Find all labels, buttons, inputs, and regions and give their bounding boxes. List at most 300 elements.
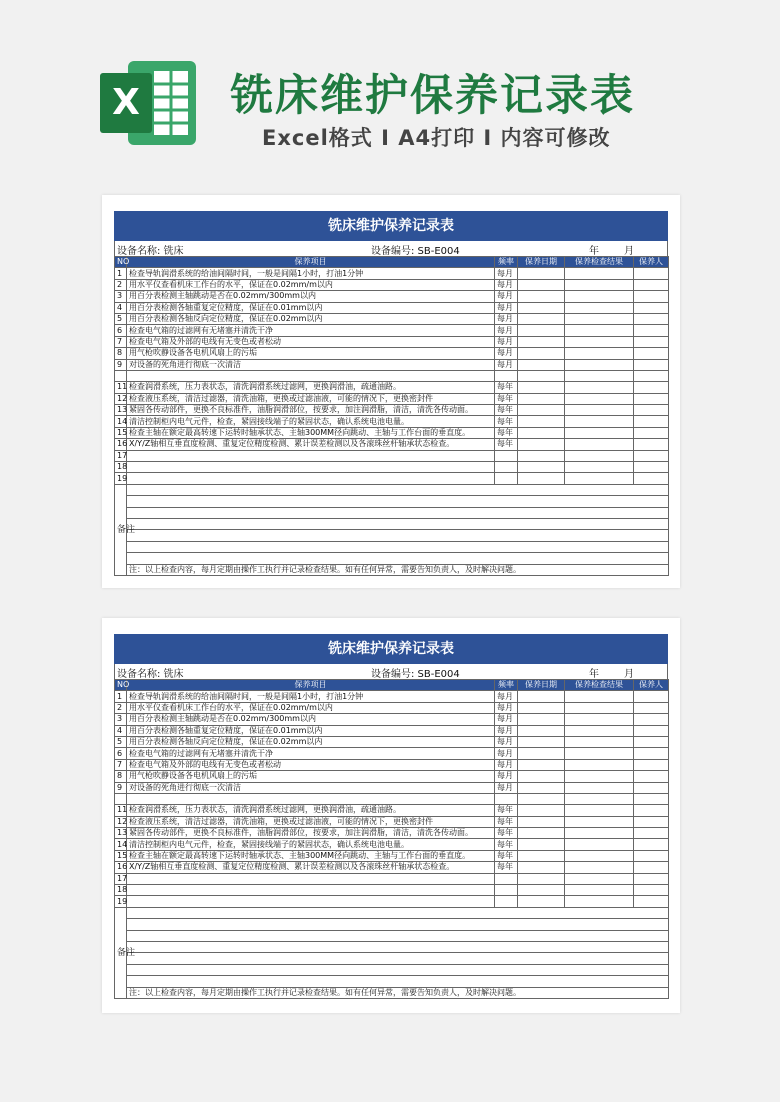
row-person-cell[interactable] — [634, 291, 669, 302]
row-result-cell[interactable] — [565, 725, 634, 736]
row-frequency: 每月 — [495, 725, 518, 736]
month-label: 月 — [624, 669, 634, 680]
row-date-cell[interactable] — [518, 862, 565, 873]
row-item: 用百分表检测各轴反向定位精度，保证在0.02mm以内 — [127, 313, 495, 324]
row-result-cell[interactable] — [565, 325, 634, 336]
remark-row — [115, 518, 669, 529]
col-header-no: NO — [115, 680, 127, 691]
row-person-cell[interactable] — [634, 382, 669, 393]
row-result-cell[interactable] — [565, 736, 634, 747]
row-frequency: 每月 — [495, 359, 518, 370]
row-result-cell[interactable] — [565, 359, 634, 370]
table-row — [115, 450, 669, 461]
row-date-cell[interactable] — [518, 839, 565, 850]
row-number: 17 — [115, 873, 127, 884]
row-person-cell[interactable] — [634, 736, 669, 747]
row-date-cell[interactable] — [518, 873, 565, 884]
row-number: 13 — [115, 405, 127, 416]
remark-line[interactable] — [127, 953, 669, 964]
row-result-cell[interactable] — [565, 839, 634, 850]
table-row — [115, 850, 669, 861]
row-frequency: 每年 — [495, 427, 518, 438]
row-result-cell[interactable] — [565, 828, 634, 839]
table-row — [115, 382, 669, 393]
remark-label: 备注 — [115, 907, 127, 998]
col-header-person: 保养人 — [634, 257, 669, 268]
row-item: 用百分表检测主轴跳动是否在0.02mm/300mm以内 — [127, 714, 495, 725]
row-date-cell[interactable] — [518, 759, 565, 770]
row-number: 8 — [115, 348, 127, 359]
row-frequency — [495, 873, 518, 884]
equipment-name: 设备名称: 铣床 — [117, 246, 184, 257]
table-row — [115, 279, 669, 290]
row-item: 用百分表检测各轴重复定位精度，保证在0.01mm以内 — [127, 302, 495, 313]
row-number: 5 — [115, 736, 127, 747]
row-person-cell[interactable] — [634, 279, 669, 290]
table-row — [115, 725, 669, 736]
row-result-cell[interactable] — [565, 279, 634, 290]
row-result-cell[interactable] — [565, 702, 634, 713]
remark-row — [115, 953, 669, 964]
row-item: 对设备的死角进行彻底一次清洁 — [127, 782, 495, 793]
row-person-cell[interactable] — [634, 302, 669, 313]
row-date-cell[interactable] — [518, 439, 565, 450]
table-row — [115, 462, 669, 473]
row-result-cell[interactable] — [565, 782, 634, 793]
row-item: 用水平仪查看机床工作台的水平，保证在0.02mm/m以内 — [127, 702, 495, 713]
row-person-cell[interactable] — [634, 370, 669, 381]
row-date-cell[interactable] — [518, 450, 565, 461]
remark-line[interactable] — [127, 496, 669, 507]
table-header-row — [115, 257, 669, 268]
row-person-cell[interactable] — [634, 885, 669, 896]
row-frequency: 每年 — [495, 862, 518, 873]
row-frequency — [495, 370, 518, 381]
table-row — [115, 302, 669, 313]
remark-row — [115, 976, 669, 987]
remark-line[interactable] — [127, 530, 669, 541]
row-date-cell[interactable] — [518, 268, 565, 279]
table-row — [115, 336, 669, 347]
row-item: 紧固各传动部件，更换不良标准件，油脂润滑部位，按要求，加注润滑脂，清洁，清洗各传动面。 — [127, 828, 495, 839]
row-result-cell[interactable] — [565, 462, 634, 473]
remark-line[interactable] — [127, 976, 669, 987]
row-date-cell[interactable] — [518, 793, 565, 804]
row-date-cell[interactable] — [518, 725, 565, 736]
form-sheet-2 — [102, 618, 680, 1013]
remark-line[interactable] — [127, 941, 669, 952]
row-result-cell[interactable] — [565, 439, 634, 450]
table-row — [115, 702, 669, 713]
row-number: 6 — [115, 748, 127, 759]
row-result-cell[interactable] — [565, 885, 634, 896]
row-result-cell[interactable] — [565, 416, 634, 427]
row-number: 7 — [115, 759, 127, 770]
row-date-cell[interactable] — [518, 393, 565, 404]
table-row — [115, 873, 669, 884]
row-date-cell[interactable] — [518, 896, 565, 907]
col-header-person: 保养人 — [634, 680, 669, 691]
row-number: 1 — [115, 268, 127, 279]
row-number: 9 — [115, 782, 127, 793]
table-row — [115, 782, 669, 793]
row-item: 检查电气箱的过滤网有无堵塞并清洗干净 — [127, 325, 495, 336]
table-row — [115, 348, 669, 359]
table-row — [115, 439, 669, 450]
row-frequency — [495, 462, 518, 473]
row-date-cell[interactable] — [518, 279, 565, 290]
table-row — [115, 416, 669, 427]
row-frequency: 每月 — [495, 714, 518, 725]
remark-row — [115, 484, 669, 495]
remark-row — [115, 541, 669, 552]
row-frequency: 每月 — [495, 336, 518, 347]
remark-line[interactable] — [127, 507, 669, 518]
row-item: 清洁控制柜内电气元件，检查，紧固接线端子的紧固状态，确认系统电池电量。 — [127, 839, 495, 850]
row-frequency: 每月 — [495, 279, 518, 290]
row-item: 检查润滑系统，压力表状态，清洗润滑系统过滤网，更换润滑油，疏通油路。 — [127, 805, 495, 816]
row-person-cell[interactable] — [634, 839, 669, 850]
row-frequency: 每月 — [495, 736, 518, 747]
row-result-cell[interactable] — [565, 850, 634, 861]
table-row — [115, 771, 669, 782]
row-result-cell[interactable] — [565, 348, 634, 359]
row-person-cell[interactable] — [634, 714, 669, 725]
remark-line[interactable] — [127, 907, 669, 918]
row-item: X/Y/Z轴相互垂直度检测、重复定位精度检测、累计误差检测以及各滚珠丝杆轴承状态检查。 — [127, 862, 495, 873]
row-item: 检查电气箱及外部的电线有无变色或者松动 — [127, 336, 495, 347]
remark-line[interactable] — [127, 484, 669, 495]
row-frequency — [495, 885, 518, 896]
row-person-cell[interactable] — [634, 850, 669, 861]
row-person-cell[interactable] — [634, 268, 669, 279]
row-number: 3 — [115, 714, 127, 725]
row-date-cell[interactable] — [518, 427, 565, 438]
row-date-cell[interactable] — [518, 771, 565, 782]
row-person-cell[interactable] — [634, 439, 669, 450]
row-item: 检查主轴在额定最高转速下运转时轴承状态、主轴300MM径向跳动、主轴与工作台面的垂直度。 — [127, 427, 495, 438]
banner — [0, 0, 780, 190]
table-header-row — [115, 680, 669, 691]
table-row — [115, 714, 669, 725]
row-result-cell[interactable] — [565, 862, 634, 873]
table-row — [115, 325, 669, 336]
row-person-cell[interactable] — [634, 313, 669, 324]
row-result-cell[interactable] — [565, 291, 634, 302]
row-item: 检查液压系统，清洁过滤器，清洗油箱，更换或过滤油液，可能的情况下，更换密封件 — [127, 816, 495, 827]
note-row — [115, 564, 669, 575]
table-row — [115, 885, 669, 896]
remark-line[interactable] — [127, 919, 669, 930]
row-item — [127, 462, 495, 473]
row-person-cell[interactable] — [634, 405, 669, 416]
row-result-cell[interactable] — [565, 896, 634, 907]
table-row — [115, 268, 669, 279]
row-date-cell[interactable] — [518, 382, 565, 393]
row-date-cell[interactable] — [518, 736, 565, 747]
maintenance-table — [114, 679, 669, 999]
row-frequency: 每月 — [495, 291, 518, 302]
remark-line[interactable] — [127, 964, 669, 975]
col-header-item: 保养项目 — [127, 257, 495, 268]
row-result-cell[interactable] — [565, 473, 634, 484]
row-number: 18 — [115, 462, 127, 473]
row-date-cell[interactable] — [518, 302, 565, 313]
row-date-cell[interactable] — [518, 748, 565, 759]
row-person-cell[interactable] — [634, 782, 669, 793]
row-person-cell[interactable] — [634, 702, 669, 713]
row-item: 用气枪吹静设备各电机风扇上的污垢 — [127, 348, 495, 359]
col-header-frequency: 频率 — [495, 257, 518, 268]
row-item — [127, 885, 495, 896]
row-date-cell[interactable] — [518, 370, 565, 381]
remark-line[interactable] — [127, 518, 669, 529]
remark-row — [115, 496, 669, 507]
row-person-cell[interactable] — [634, 348, 669, 359]
row-result-cell[interactable] — [565, 268, 634, 279]
row-person-cell[interactable] — [634, 873, 669, 884]
maintenance-table — [114, 256, 669, 576]
row-person-cell[interactable] — [634, 862, 669, 873]
row-date-cell[interactable] — [518, 816, 565, 827]
equipment-name: 设备名称: 铣床 — [117, 669, 184, 680]
row-number: 15 — [115, 850, 127, 861]
row-person-cell[interactable] — [634, 450, 669, 461]
row-person-cell[interactable] — [634, 896, 669, 907]
remark-line[interactable] — [127, 930, 669, 941]
row-number: 18 — [115, 885, 127, 896]
equipment-number: 设备编号: SB-E004 — [371, 669, 460, 680]
row-item — [127, 896, 495, 907]
row-date-cell[interactable] — [518, 348, 565, 359]
remark-row — [115, 907, 669, 918]
row-result-cell[interactable] — [565, 393, 634, 404]
row-person-cell[interactable] — [634, 462, 669, 473]
row-person-cell[interactable] — [634, 759, 669, 770]
row-result-cell[interactable] — [565, 771, 634, 782]
row-frequency: 每年 — [495, 850, 518, 861]
row-frequency: 每年 — [495, 805, 518, 816]
row-frequency: 每月 — [495, 782, 518, 793]
row-person-cell[interactable] — [634, 393, 669, 404]
table-row — [115, 759, 669, 770]
year-label: 年 — [589, 246, 599, 257]
table-row — [115, 473, 669, 484]
row-date-cell[interactable] — [518, 885, 565, 896]
row-result-cell[interactable] — [565, 691, 634, 702]
row-date-cell[interactable] — [518, 850, 565, 861]
col-header-date: 保养日期 — [518, 680, 565, 691]
table-row — [115, 839, 669, 850]
row-number: 14 — [115, 416, 127, 427]
row-item — [127, 370, 495, 381]
row-frequency — [495, 450, 518, 461]
note-text: 注：以上检查内容，每月定期由操作工执行并记录检查结果。如有任何异常，需要告知负责人，及时解决问题。 — [127, 987, 669, 998]
row-person-cell[interactable] — [634, 359, 669, 370]
row-date-cell[interactable] — [518, 828, 565, 839]
col-header-result: 保养检查结果 — [565, 257, 634, 268]
table-row — [115, 405, 669, 416]
row-result-cell[interactable] — [565, 427, 634, 438]
row-frequency: 每月 — [495, 748, 518, 759]
row-number: 12 — [115, 393, 127, 404]
row-person-cell[interactable] — [634, 473, 669, 484]
row-item: 用百分表检测主轴跳动是否在0.02mm/300mm以内 — [127, 291, 495, 302]
row-result-cell[interactable] — [565, 313, 634, 324]
row-number: 14 — [115, 839, 127, 850]
row-number: 11 — [115, 805, 127, 816]
row-result-cell[interactable] — [565, 405, 634, 416]
col-header-frequency: 频率 — [495, 680, 518, 691]
row-date-cell[interactable] — [518, 714, 565, 725]
note-text: 注：以上检查内容，每月定期由操作工执行并记录检查结果。如有任何异常，需要告知负责人，及时解决问题。 — [127, 564, 669, 575]
page-subtitle: Excel格式 I A4打印 I 内容可修改 — [262, 126, 611, 150]
row-item: 检查导轨润滑系统的给油间隔时间，一般是间隔1小时，打油1分钟 — [127, 691, 495, 702]
row-item: 紧固各传动部件，更换不良标准件，油脂润滑部位，按要求，加注润滑脂，清洁，清洗各传动面。 — [127, 405, 495, 416]
row-person-cell[interactable] — [634, 771, 669, 782]
row-result-cell[interactable] — [565, 759, 634, 770]
row-result-cell[interactable] — [565, 873, 634, 884]
row-item — [127, 793, 495, 804]
equipment-number: 设备编号: SB-E004 — [371, 246, 460, 257]
remark-row — [115, 507, 669, 518]
row-number: 9 — [115, 359, 127, 370]
row-frequency: 每月 — [495, 302, 518, 313]
row-date-cell[interactable] — [518, 462, 565, 473]
row-number: 13 — [115, 828, 127, 839]
year-label: 年 — [589, 669, 599, 680]
row-number: 5 — [115, 313, 127, 324]
page-title: 铣床维护保养记录表 — [230, 71, 635, 121]
remark-row — [115, 530, 669, 541]
row-person-cell[interactable] — [634, 816, 669, 827]
row-number: 6 — [115, 325, 127, 336]
row-number: 11 — [115, 382, 127, 393]
table-row — [115, 370, 669, 381]
row-number — [115, 370, 127, 381]
row-number: 2 — [115, 279, 127, 290]
row-frequency — [495, 896, 518, 907]
remark-row — [115, 930, 669, 941]
row-item: 用水平仪查看机床工作台的水平，保证在0.02mm/m以内 — [127, 279, 495, 290]
col-header-no: NO — [115, 257, 127, 268]
equipment-info-row — [114, 241, 668, 256]
table-row — [115, 862, 669, 873]
row-person-cell[interactable] — [634, 336, 669, 347]
row-frequency: 每月 — [495, 268, 518, 279]
remark-row — [115, 941, 669, 952]
row-frequency: 每年 — [495, 828, 518, 839]
row-result-cell[interactable] — [565, 714, 634, 725]
row-result-cell[interactable] — [565, 336, 634, 347]
row-date-cell[interactable] — [518, 691, 565, 702]
row-frequency: 每月 — [495, 759, 518, 770]
row-item: 检查电气箱及外部的电线有无变色或者松动 — [127, 759, 495, 770]
row-frequency: 每月 — [495, 771, 518, 782]
row-result-cell[interactable] — [565, 793, 634, 804]
row-date-cell[interactable] — [518, 313, 565, 324]
row-item: 检查主轴在额定最高转速下运转时轴承状态、主轴300MM径向跳动、主轴与工作台面的垂直度。 — [127, 850, 495, 861]
row-date-cell[interactable] — [518, 416, 565, 427]
row-frequency: 每月 — [495, 348, 518, 359]
row-date-cell[interactable] — [518, 473, 565, 484]
row-date-cell[interactable] — [518, 325, 565, 336]
row-item — [127, 473, 495, 484]
row-frequency: 每月 — [495, 702, 518, 713]
row-number: 16 — [115, 439, 127, 450]
row-person-cell[interactable] — [634, 748, 669, 759]
row-number: 16 — [115, 862, 127, 873]
row-frequency — [495, 473, 518, 484]
row-result-cell[interactable] — [565, 302, 634, 313]
row-date-cell[interactable] — [518, 805, 565, 816]
row-result-cell[interactable] — [565, 748, 634, 759]
row-result-cell[interactable] — [565, 805, 634, 816]
row-person-cell[interactable] — [634, 427, 669, 438]
row-result-cell[interactable] — [565, 382, 634, 393]
row-person-cell[interactable] — [634, 416, 669, 427]
row-date-cell[interactable] — [518, 782, 565, 793]
row-date-cell[interactable] — [518, 702, 565, 713]
row-date-cell[interactable] — [518, 291, 565, 302]
table-row — [115, 291, 669, 302]
row-item: 检查导轨润滑系统的给油间隔时间，一般是间隔1小时，打油1分钟 — [127, 268, 495, 279]
row-number: 4 — [115, 725, 127, 736]
col-header-item: 保养项目 — [127, 680, 495, 691]
row-item: 检查液压系统，清洁过滤器，清洗油箱，更换或过滤油液，可能的情况下，更换密封件 — [127, 393, 495, 404]
row-item: 检查电气箱的过滤网有无堵塞并清洗干净 — [127, 748, 495, 759]
row-number: 15 — [115, 427, 127, 438]
row-person-cell[interactable] — [634, 725, 669, 736]
table-row — [115, 748, 669, 759]
equipment-info-row — [114, 664, 668, 679]
remark-row — [115, 964, 669, 975]
table-row — [115, 313, 669, 324]
row-item: 用百分表检测各轴反向定位精度，保证在0.02mm以内 — [127, 736, 495, 747]
table-row — [115, 793, 669, 804]
row-number: 17 — [115, 450, 127, 461]
row-date-cell[interactable] — [518, 359, 565, 370]
row-frequency: 每月 — [495, 691, 518, 702]
row-person-cell[interactable] — [634, 691, 669, 702]
svg-text:X: X — [112, 82, 140, 123]
row-item — [127, 450, 495, 461]
row-person-cell[interactable] — [634, 325, 669, 336]
table-row — [115, 691, 669, 702]
note-row — [115, 987, 669, 998]
row-frequency: 每月 — [495, 313, 518, 324]
row-number: 7 — [115, 336, 127, 347]
row-item: 对设备的死角进行彻底一次清洁 — [127, 359, 495, 370]
row-number: 2 — [115, 702, 127, 713]
row-date-cell[interactable] — [518, 405, 565, 416]
remark-line[interactable] — [127, 553, 669, 564]
row-result-cell[interactable] — [565, 816, 634, 827]
row-person-cell[interactable] — [634, 805, 669, 816]
table-row — [115, 896, 669, 907]
remark-line[interactable] — [127, 541, 669, 552]
row-person-cell[interactable] — [634, 828, 669, 839]
row-number: 19 — [115, 896, 127, 907]
row-result-cell[interactable] — [565, 370, 634, 381]
row-item: 用百分表检测各轴重复定位精度，保证在0.01mm以内 — [127, 725, 495, 736]
row-person-cell[interactable] — [634, 793, 669, 804]
row-date-cell[interactable] — [518, 336, 565, 347]
row-result-cell[interactable] — [565, 450, 634, 461]
row-item: X/Y/Z轴相互垂直度检测、重复定位精度检测、累计误差检测以及各滚珠丝杆轴承状态检查。 — [127, 439, 495, 450]
sheet-title: 铣床维护保养记录表 — [114, 211, 668, 241]
col-header-date: 保养日期 — [518, 257, 565, 268]
